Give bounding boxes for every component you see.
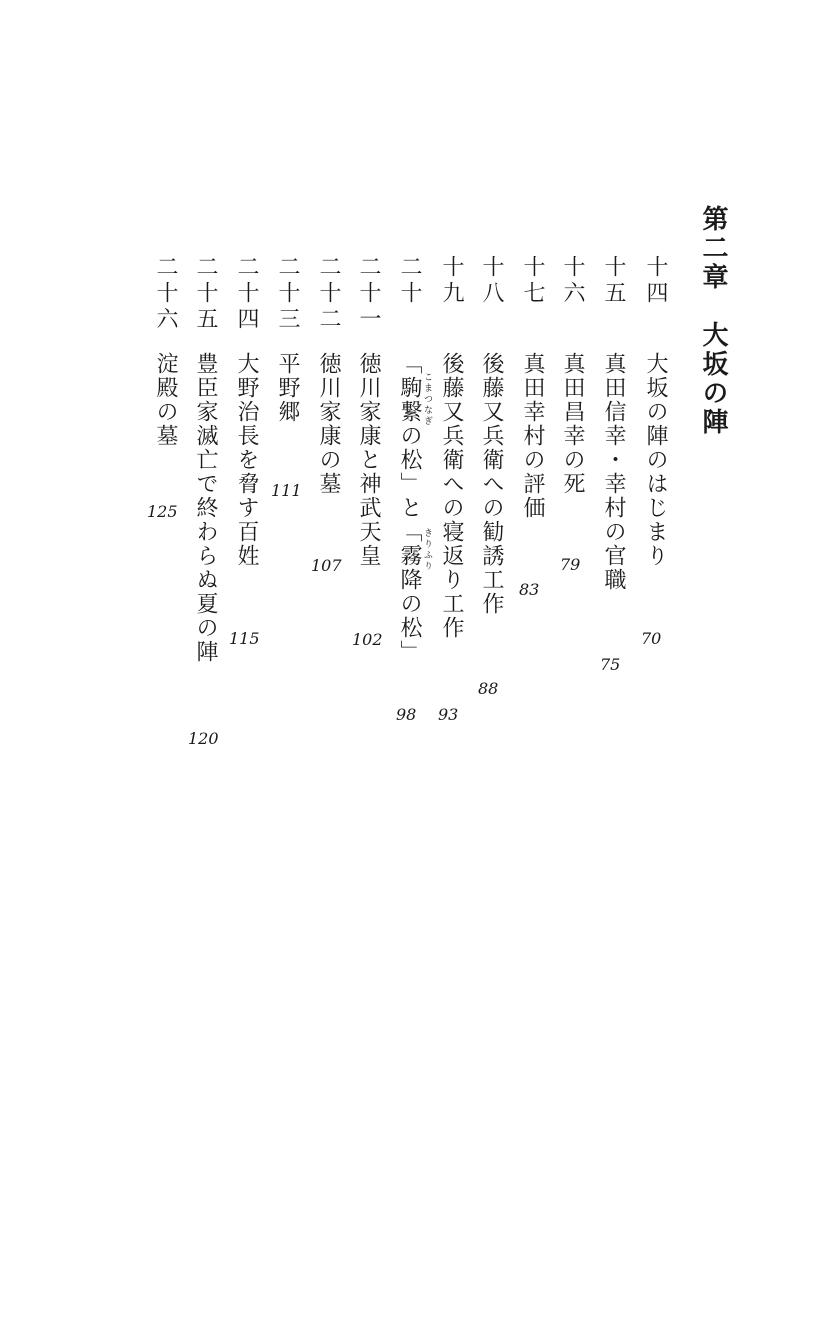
entry-page-number: 79 — [560, 555, 581, 574]
entry-page-number: 70 — [641, 629, 662, 648]
entry-number: 十八 — [479, 255, 504, 307]
entry-number: 二十六 — [153, 255, 178, 333]
entry-title: 徳川家康と神武天皇 — [356, 352, 381, 568]
entry-number: 十九 — [439, 255, 464, 307]
ruby-annotation: きりふり — [422, 528, 432, 572]
entry-number: 十六 — [560, 255, 585, 307]
entry-number: 十四 — [643, 255, 668, 307]
entry-number: 二十四 — [234, 255, 259, 333]
entry-title: 淀殿の墓 — [153, 352, 178, 448]
chapter-title: 第二章 大坂の陣 — [698, 205, 728, 437]
entry-title: 後藤又兵衛への勧誘工作 — [479, 352, 504, 616]
entry-title: 大坂の陣のはじまり — [643, 352, 668, 568]
entry-title-part: 「駒繋の松」と「 — [397, 352, 422, 544]
entry-title-part: の松」 — [397, 592, 422, 664]
entry-number: 二十五 — [193, 255, 218, 333]
entry-title: 平野郷 — [275, 352, 300, 424]
entry-number: 二十三 — [275, 255, 300, 333]
entry-page-number: 93 — [438, 705, 459, 724]
entry-number: 二十二 — [316, 255, 341, 333]
entry-number: 二十 — [397, 255, 422, 307]
entry-number: 十七 — [520, 255, 545, 307]
entry-title: 豊臣家滅亡で終わらぬ夏の陣 — [193, 352, 218, 664]
entry-title: 後藤又兵衛への寝返り工作 — [439, 352, 464, 640]
entry-title: 真田幸村の評価 — [520, 352, 545, 520]
entry-number: 十五 — [601, 255, 626, 307]
entry-page-number: 75 — [600, 655, 621, 674]
entry-page-number: 98 — [396, 705, 417, 724]
entry-page-number: 111 — [271, 481, 302, 500]
ruby-annotation: こまつなぎ — [422, 372, 432, 427]
entry-title: 真田昌幸の死 — [560, 352, 585, 496]
entry-title: 真田信幸・幸村の官職 — [601, 352, 626, 592]
entry-page-number: 83 — [519, 580, 540, 599]
entry-page-number: 115 — [229, 629, 260, 648]
entry-title-ruby-base: 霧降 — [397, 544, 422, 592]
entry-page-number: 125 — [147, 502, 178, 521]
entry-number: 二十一 — [356, 255, 381, 333]
entry-title: 徳川家康の墓 — [316, 352, 341, 496]
entry-title: 大野治長を脅す百姓 — [234, 352, 259, 568]
entry-page-number: 107 — [311, 556, 342, 575]
entry-page-number: 120 — [188, 729, 219, 748]
entry-page-number: 88 — [478, 679, 499, 698]
entry-page-number: 102 — [352, 630, 383, 649]
